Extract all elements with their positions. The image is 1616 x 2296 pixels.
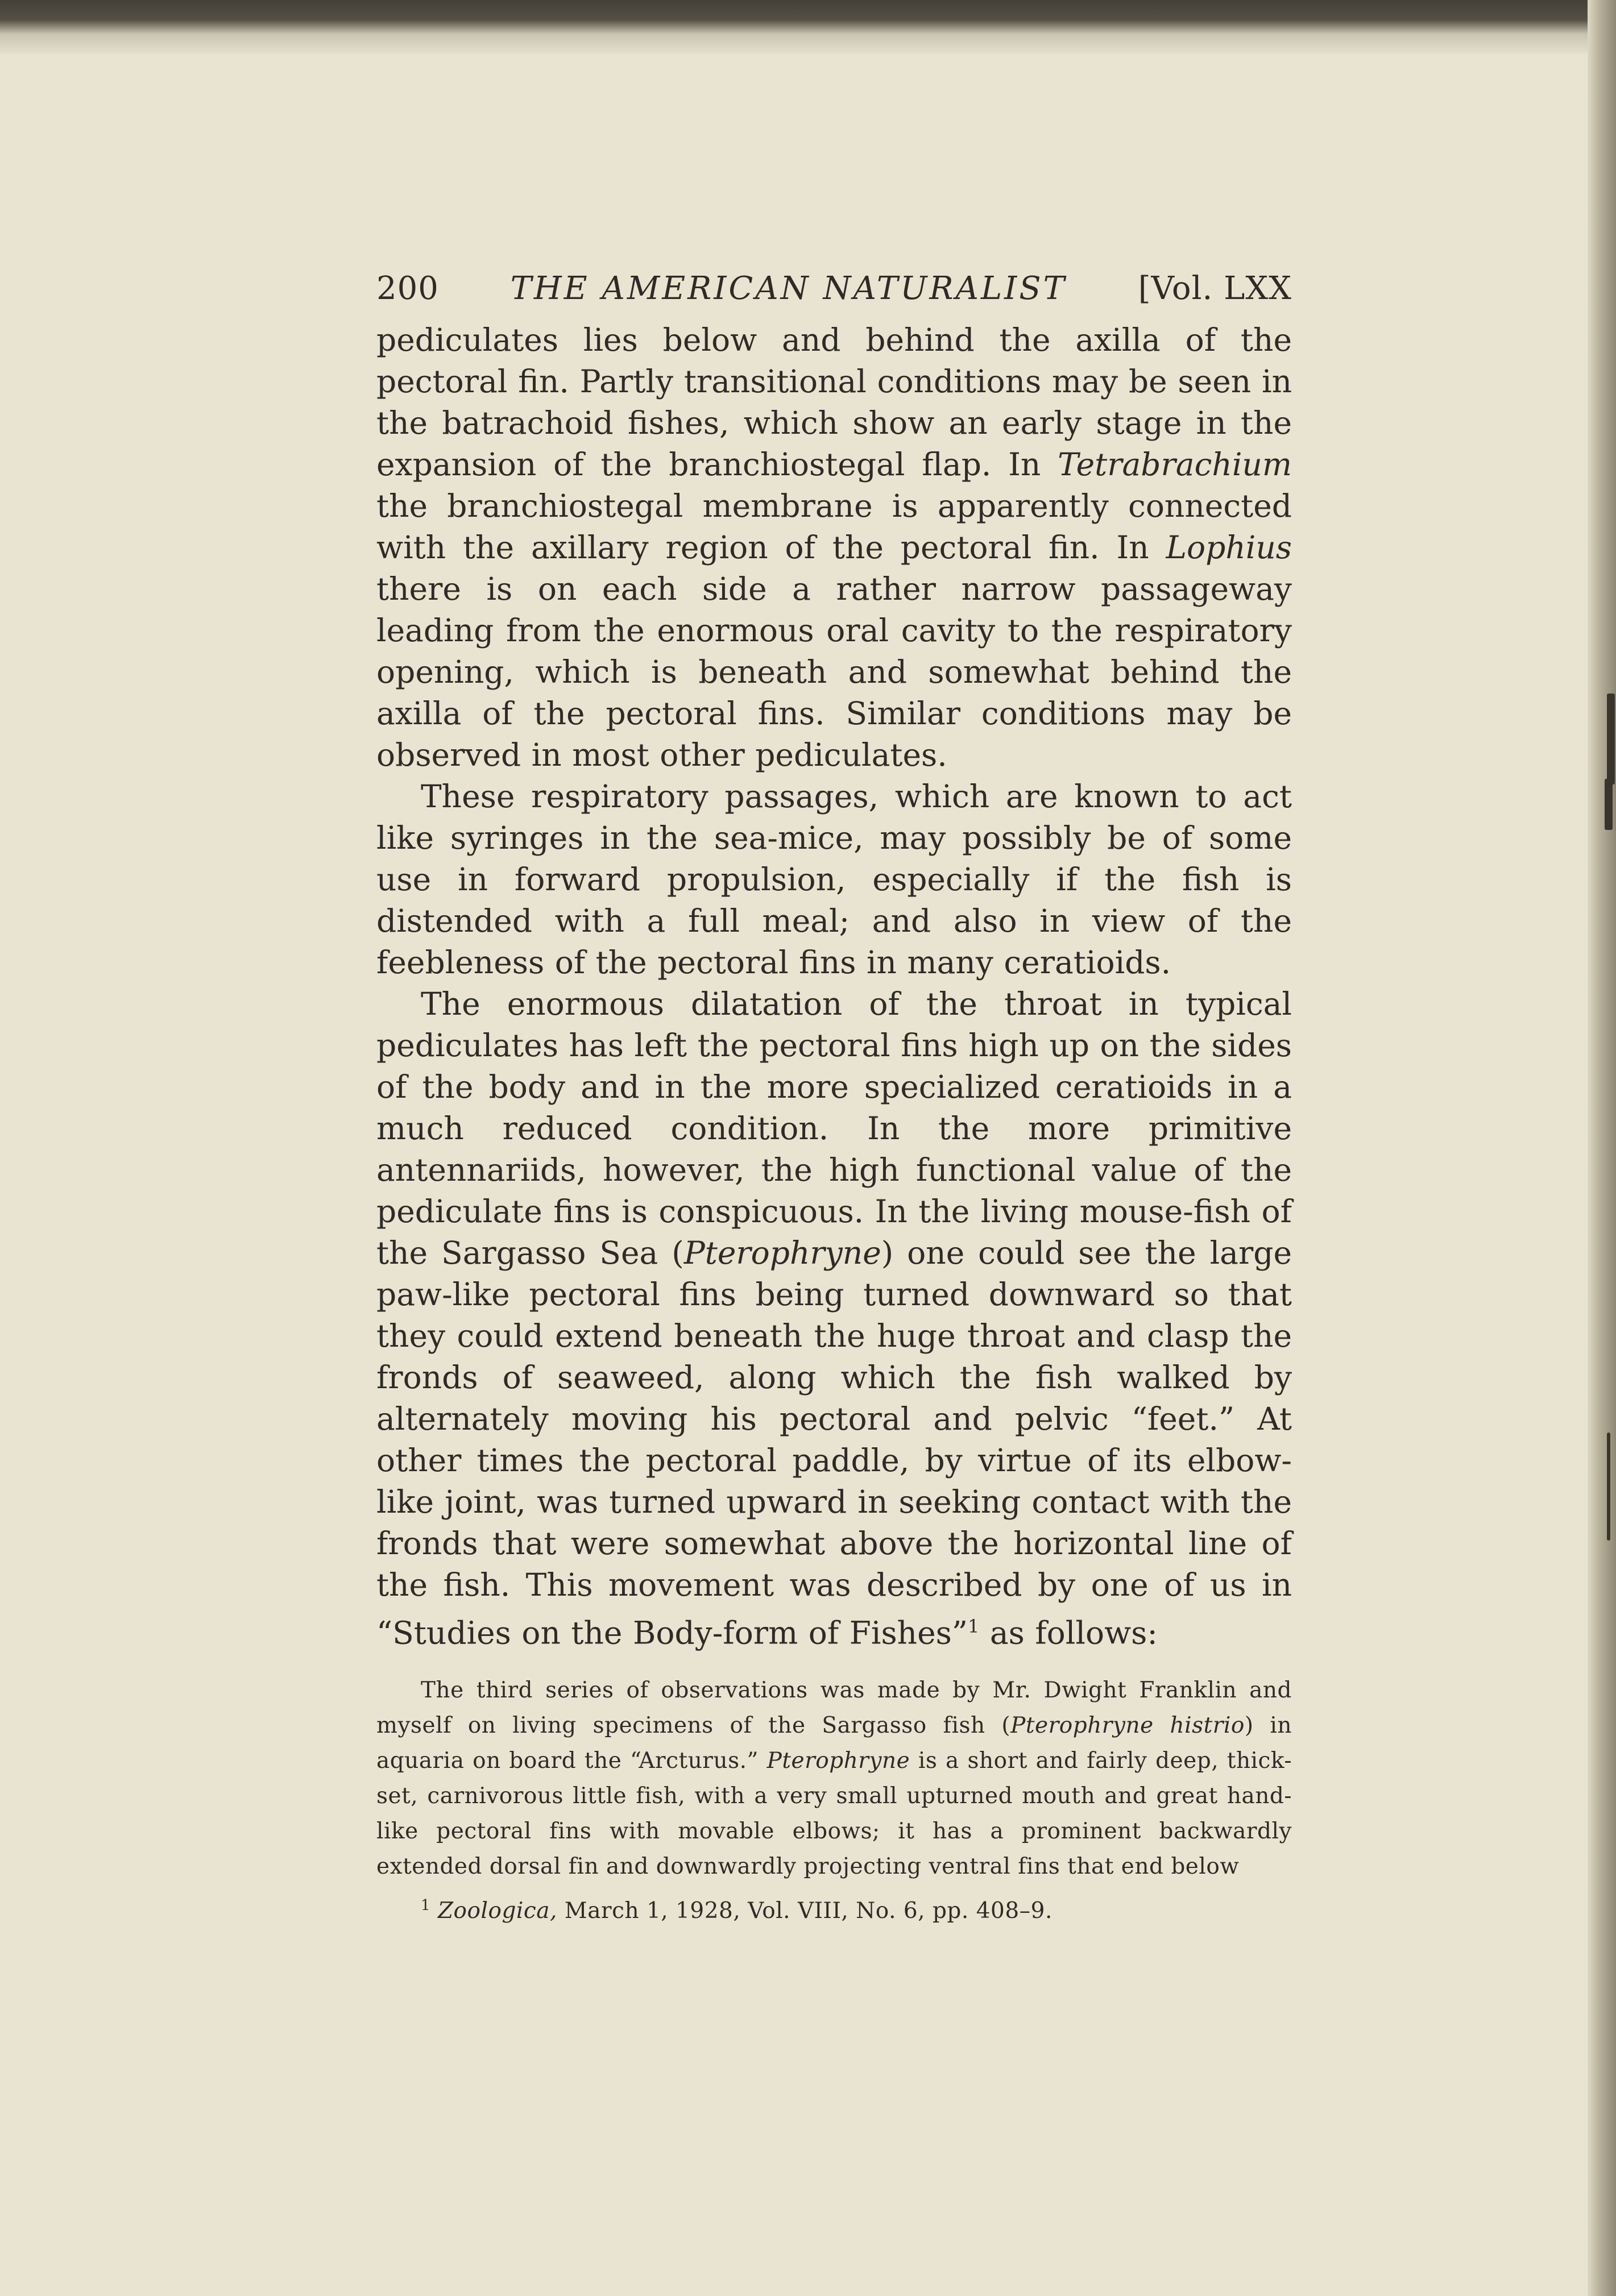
binding-clip (1607, 694, 1615, 784)
page-content (376, 270, 1292, 1929)
binding-clip (1605, 779, 1613, 830)
genus-name: Pterophryne (683, 1235, 881, 1271)
page-right-edge (1588, 0, 1616, 2296)
footnote-number: 1 (421, 1897, 431, 1915)
genus-name: Lophius (1166, 529, 1292, 566)
volume-label: [Vol. LXX (1138, 270, 1292, 307)
block-quote: The third series of observations was made by Mr. Dwight Franklin and myself on living specimens of the Sargasso fish (Pterophryne histrio) in aquaria on board the “Arcturus.” Pterophryne is a short and fairly deep, thick-set, carnivorous little fish, with a very small upturned mouth and great hand-like pectoral fins with movable elbows; it has a prominent backwardly extended dorsal fin and downwardly projecting ventral fins that end below (376, 1678, 1292, 1880)
running-head (376, 270, 1292, 307)
journal-title: THE AMERICAN NATURALIST (510, 270, 1067, 307)
species-name: Pterophryne histrio (1010, 1713, 1245, 1739)
paragraph-1: pediculates lies below and behind the axilla of the pectoral fin. Partly transitional conditions may be seen in the batrachoid fishes, which show an early stage in the expansion of the branchiostegal flap. In Tetrabrachium the branchiostegal membrane is apparently connected with the axillary region of the pectoral fin. In Lophius there is on each side a rather narrow passageway leading from the enormous oral cavity to the respiratory opening, which is beneath and somewhat behind the axilla of the pectoral fins. Similar conditions may be observed in most other pediculates. (376, 322, 1292, 773)
footnote-citation: March 1, 1928, Vol. VIII, No. 6, pp. 408–9. (557, 1898, 1053, 1924)
page-number: 200 (376, 270, 439, 307)
footnote-reference: 1 (967, 1616, 980, 1637)
footnote-journal: Zoologica, (437, 1898, 557, 1924)
genus-name: Tetrabrachium (1058, 446, 1292, 483)
paragraph-3: The enormous dilatation of the throat in typical pediculates has left the pectoral fins high up on the sides of the body and in the more specialized ceratioids in a much reduced condition. In the more primitive antennariids, however, the high functional value of the pediculate fins is conspicuous. In the living mouse-fish of the Sargasso Sea (Pterophryne) one could see the large paw-like pectoral fins being turned downward so that they could extend beneath the huge throat and clasp the fronds of seaweed, along which the fish walked by alternately moving his pectoral and pelvic “feet.” At other times the pectoral paddle, by virtue of its elbow-like joint, was turned upward in seeking contact with the fronds that were somewhat above the horizontal line of the fish. This movement was described by one of us in “Studies on the Body-form of Fishes”$^1$ as follows: (376, 986, 1292, 1651)
binding-clip (1607, 1433, 1610, 1541)
genus-name: Pterophryne (766, 1748, 910, 1774)
footnote (376, 1888, 1292, 1929)
body-text (376, 319, 1292, 1654)
paragraph-2: These respiratory passages, which are known to act like syringes in the sea-mice, may possibly be of some use in forward propulsion, especially if the fish is distended with a full meal; and also in view of the feebleness of the pectoral fins in many ceratioids. (376, 778, 1292, 981)
top-edge-shadow (0, 0, 1616, 54)
